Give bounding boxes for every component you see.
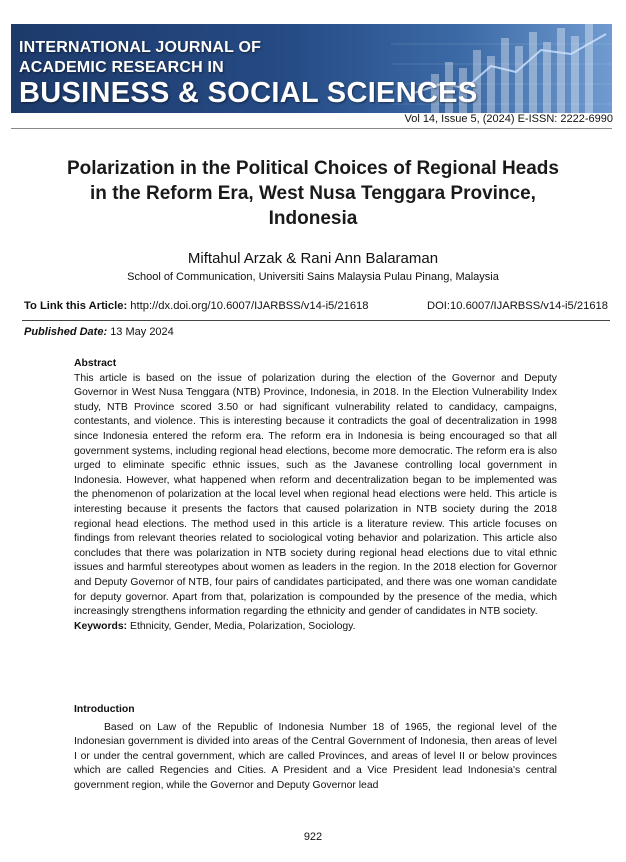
- keywords: Ethnicity, Gender, Media, Polarization, Sociology.: [130, 620, 356, 632]
- journal-name-line-2: ACADEMIC RESEARCH IN: [19, 59, 224, 76]
- doi[interactable]: DOI:10.6007/IJARBSS/v14-i5/21618: [427, 300, 608, 312]
- introduction-heading: Introduction: [74, 704, 135, 715]
- introduction-text: Based on Law of the Republic of Indonesia Number 18 of 1965, the regional level of the Indonesian government is divided into areas of the Central Government of Indonesia, then areas of level I or under the central government, which are called Provinces, and areas of level II or below provinces which are called Regencies and Cities. A President and a Vice President lead Indonesia's central government region, while the Governor and Deputy Governor lead: [74, 721, 557, 791]
- introduction-section: [74, 703, 557, 794]
- keywords-label: Keywords:: [74, 620, 128, 632]
- page-number: 922: [303, 831, 323, 843]
- journal-banner: [11, 24, 612, 113]
- abstract-section: [74, 357, 557, 634]
- article-link-row: [24, 300, 608, 312]
- affiliation: School of Communication, Universiti Sains Malaysia Pulau Pinang, Malaysia: [127, 271, 499, 283]
- header-divider: [11, 128, 612, 129]
- journal-name-line-1: INTERNATIONAL JOURNAL OF: [19, 39, 262, 56]
- article-link[interactable]: http://dx.doi.org/10.6007/IJARBSS/v14-i5/21618: [130, 300, 369, 312]
- published-label: Published Date:: [24, 326, 108, 338]
- link-label: To Link this Article:: [24, 300, 128, 312]
- keywords-row: [74, 620, 557, 635]
- link-divider: [22, 320, 610, 321]
- published-date-row: [24, 326, 174, 338]
- abstract-text: This article is based on the issue of polarization during the election of the Governor and Deputy Governor in West Nusa Tenggara (NTB) Province, Indonesia, in 2018. In the Election Vulnerability Index study, NTB Province scored 3.50 or had significant vulnerability related to candidacy, campaigns, contestants, and violence. This is interesting because it contradicts the goal of decentralization in 1998 since Indonesia entered the reform era. The reform era in Indonesia is being encouraged so that all government systems, including regional head elections, become more democratic. The reform era is also urged to eliminate specific ethnic issues, such as the Javanese controlling local government in Indonesia. However, what happened when reform and decentralization began to be implemented was the phenomenon of polarization at the local level when regional head elections were held. This article is interesting because it presents the factors that caused polarization in NTB society during the 2018 regional head elections. The method used in this article is a literature review. This article focuses on findings from relevant theories related to sociological voting behavior and polarization. This article also concludes that there was polarization in NTB society during regional head elections due to vital ethnic issues and harmful stereotypes about women as leaders in the region. In the 2018 election for Governor and Deputy Governor of NTB, four pairs of candidates participated, and there was one woman candidate for deputy governor. Apart from that, polarization is compounded by the presence of the media, which increasingly strengthens information regarding the ethnicity and gender of candidates in NTB society.: [74, 372, 557, 618]
- authors: Miftahul Arzak & Rani Ann Balaraman: [187, 250, 439, 267]
- journal-name-line-3: BUSINESS & SOCIAL SCIENCES: [19, 77, 478, 109]
- volume-info: Vol 14, Issue 5, (2024) E-ISSN: 2222-6990: [404, 113, 613, 125]
- article-title: Polarization in the Political Choices of Regional Heads in the Reform Era, West Nusa Tenggara Province, Indonesia: [67, 158, 559, 229]
- abstract-heading: Abstract: [74, 358, 117, 369]
- published-date: 13 May 2024: [110, 326, 174, 338]
